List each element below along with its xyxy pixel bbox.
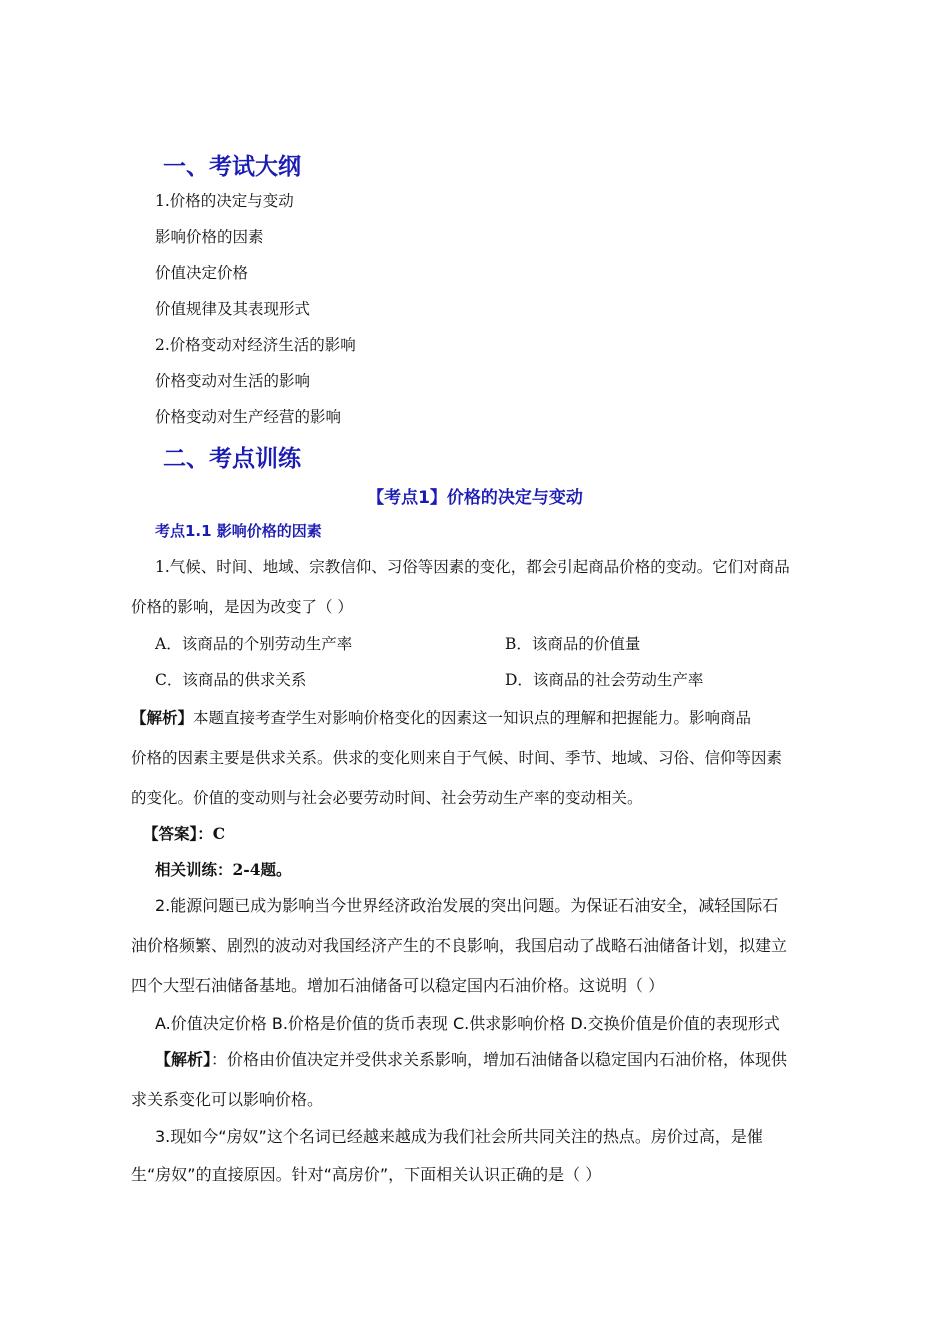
question-1-analysis-line: [131, 708, 751, 728]
question-2-analysis-line: 求关系变化可以影响价格。: [131, 1090, 324, 1109]
outline-item: 2.价格变动对经济生活的影响: [155, 336, 356, 354]
outline-item: 价格变动对生产经营的影响: [155, 408, 342, 426]
analysis-label: 【解析】: [155, 1050, 212, 1069]
subtopic-title: 考点1.1 影响价格的因素: [155, 522, 322, 540]
question-1-analysis-line: 价格的因素主要是供求关系。供求的变化则来自于气候、时间、季节、地域、习俗、信仰等因素: [131, 749, 783, 767]
question-1-line: 1.气候、时间、地域、宗教信仰、习俗等因素的变化，都会引起商品价格的变动。它们对商品: [155, 558, 790, 576]
topic-title: 【考点1】价格的决定与变动: [367, 488, 583, 508]
question-3-line: 生“房奴”的直接原因。针对“高房价”，下面相关认识正确的是（ ）: [131, 1165, 602, 1184]
question-1-analysis-line: 的变化。价值的变动则与社会必要劳动时间、社会劳动生产率的变动相关。: [131, 789, 643, 807]
question-1-answer: 【答案】：C: [143, 824, 226, 843]
outline-item: 价格变动对生活的影响: [155, 372, 311, 390]
question-1-option-a: A．该商品的个别劳动生产率: [155, 635, 353, 653]
outline-item: 价值规律及其表现形式: [155, 300, 311, 318]
outline-item: 影响价格的因素: [155, 228, 264, 246]
outline-item: 价值决定价格: [155, 264, 249, 282]
section-heading-training: 二、考点训练: [163, 446, 301, 472]
question-2-options: A.价值决定价格 B.价格是价值的货币表现 C.供求影响价格 D.交换价值是价值的表现形式: [155, 1014, 780, 1033]
question-2-analysis-line: [155, 1050, 787, 1070]
question-3-line: 3.现如今“房奴”这个名词已经越来越成为我们社会所共同关注的热点。房价过高，是催: [155, 1127, 763, 1146]
question-1-option-c: C．该商品的供求关系: [155, 671, 307, 689]
analysis-text: ：价格由价值决定并受供求关系影响，增加石油储备以稳定国内石油价格，体现供: [211, 1050, 788, 1069]
analysis-label: 【解析】: [131, 708, 194, 727]
question-2-line: 四个大型石油储备基地。增加石油储备可以稳定国内石油价格。这说明（ ）: [131, 976, 665, 995]
question-1-line: 价格的影响，是因为改变了（ ）: [131, 598, 353, 616]
related-training: 相关训练：2-4题。: [155, 860, 292, 879]
analysis-text: 本题直接考查学生对影响价格变化的因素这一知识点的理解和把握能力。影响商品: [193, 709, 752, 727]
question-2-line: 油价格频繁、剧烈的波动对我国经济产生的不良影响，我国启动了战略石油储备计划，拟建立: [131, 936, 788, 955]
question-1-option-b: B．该商品的价值量: [505, 635, 641, 653]
section-heading-outline: 一、考试大纲: [163, 154, 301, 180]
outline-item: 1.价格的决定与变动: [155, 192, 294, 210]
question-2-line: 2.能源问题已成为影响当今世界经济政治发展的突出问题。为保证石油安全，减轻国际石: [155, 896, 779, 915]
question-1-option-d: D．该商品的社会劳动生产率: [505, 671, 704, 689]
